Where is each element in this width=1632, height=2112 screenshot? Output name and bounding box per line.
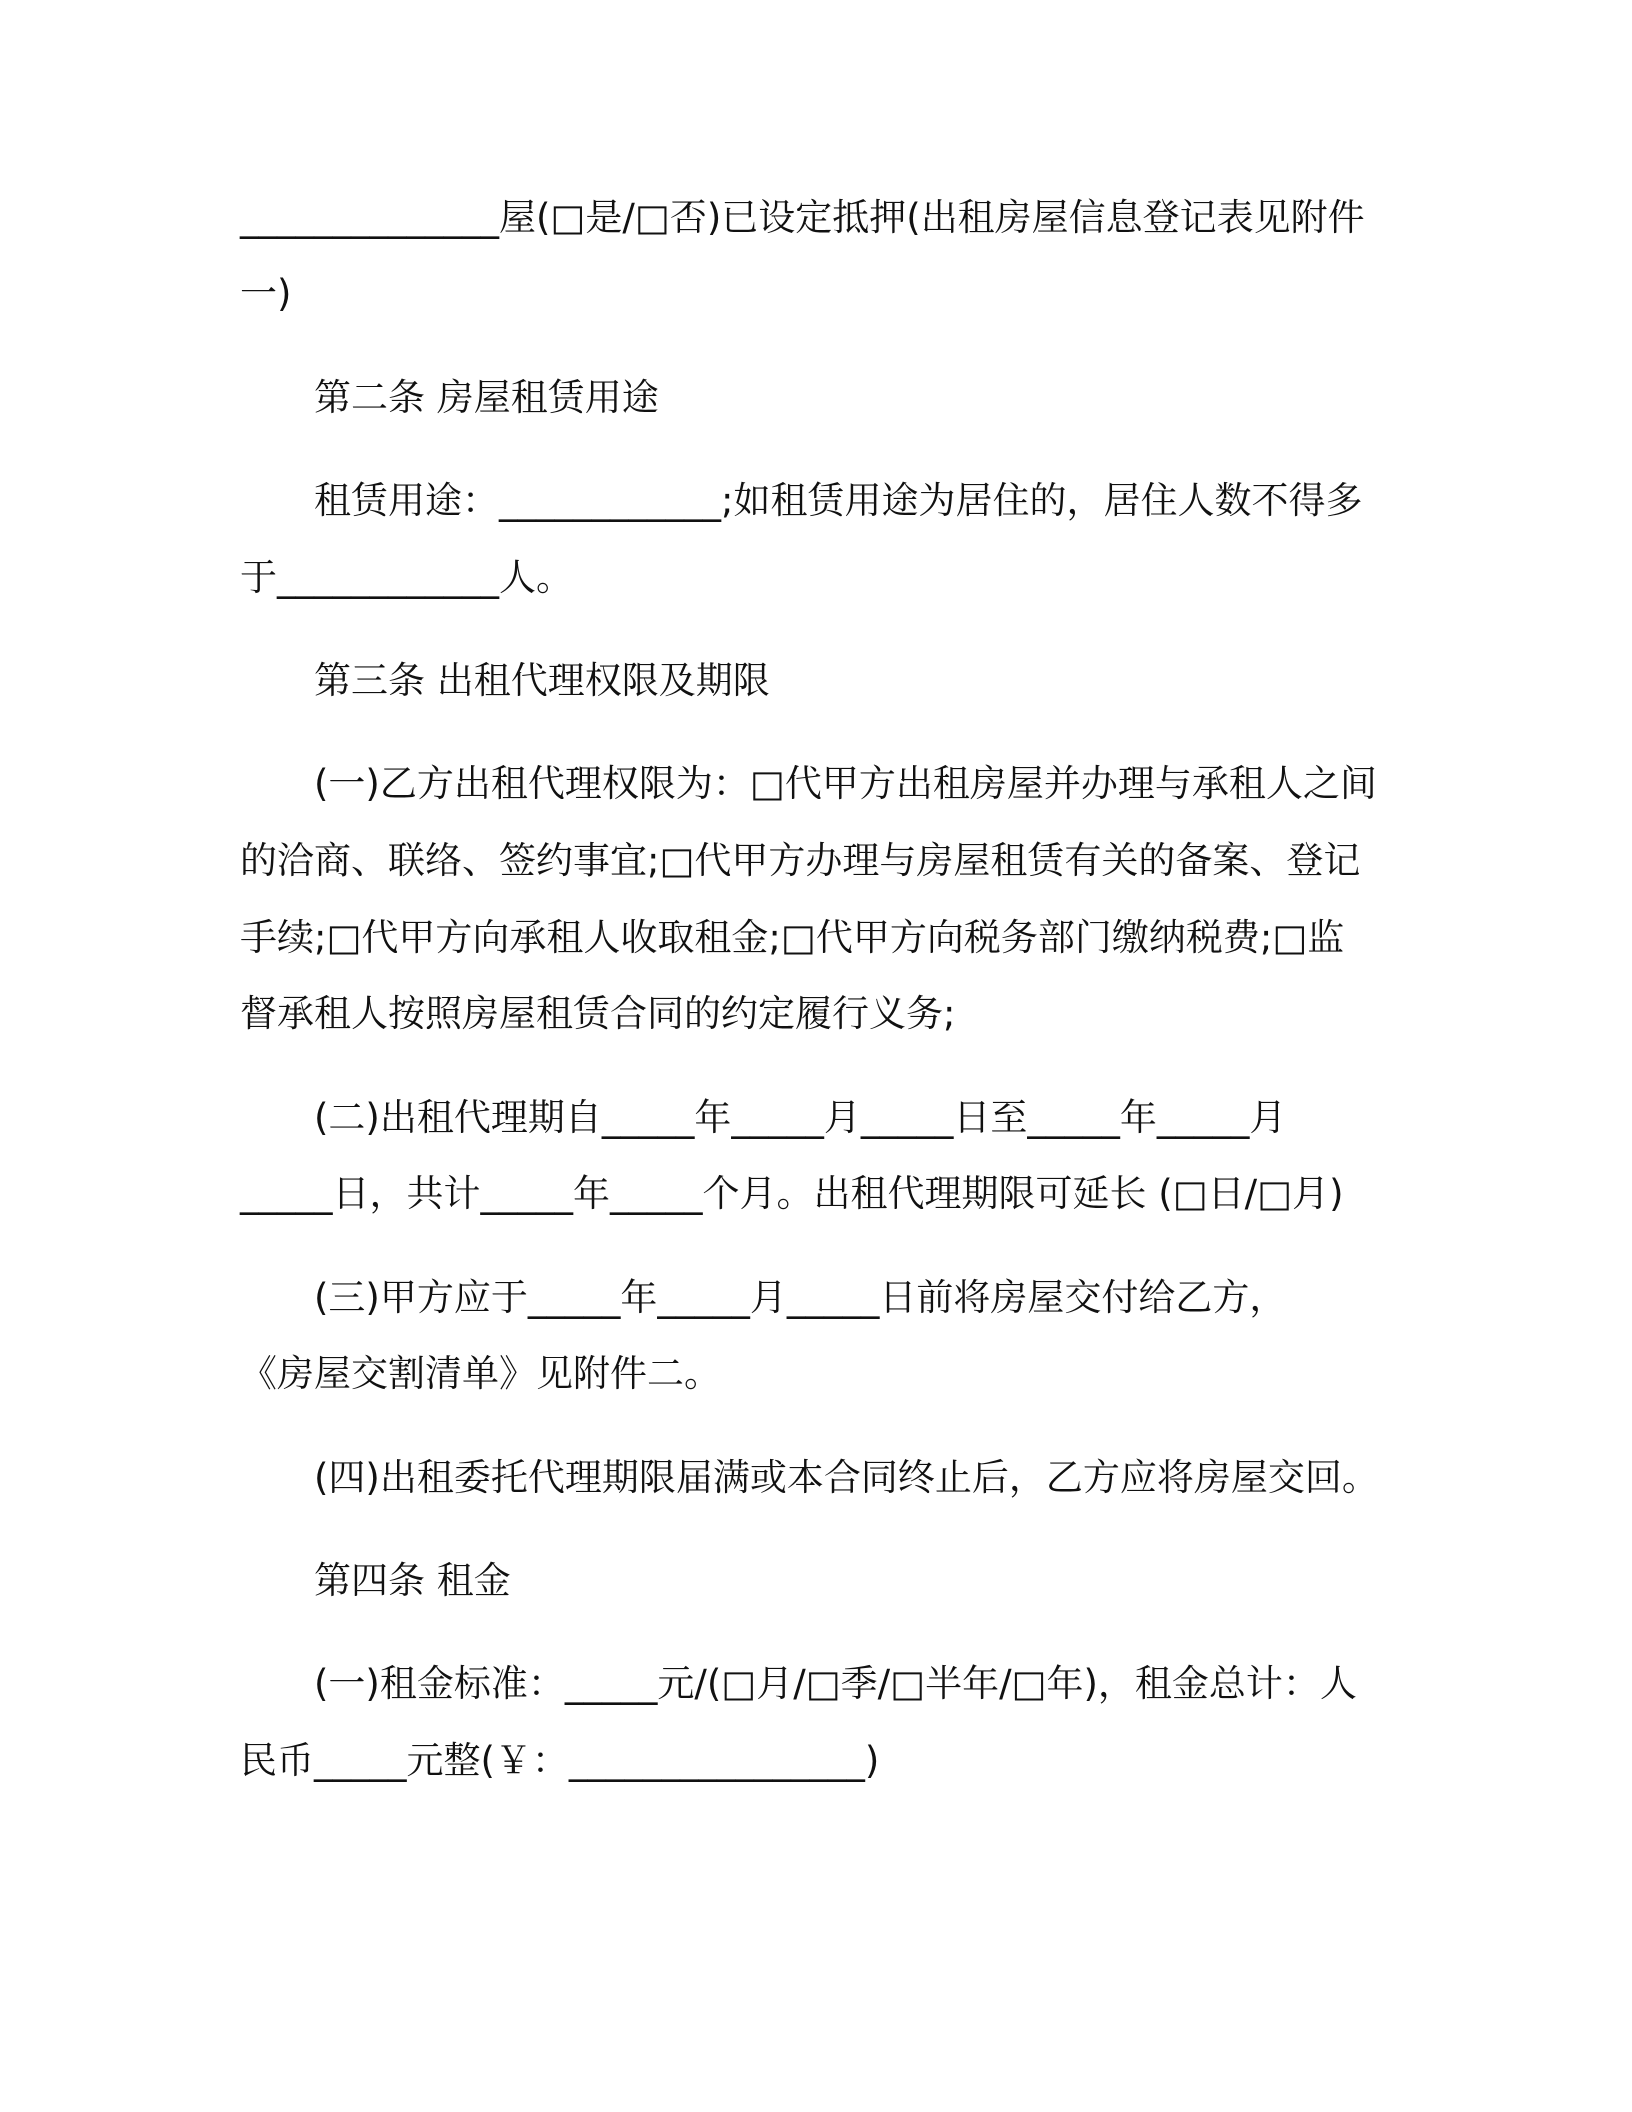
line-agency-scope-2: 的洽商、联络、签约事宜;□代甲方办理与房屋租赁有关的备案、登记 — [240, 839, 1361, 882]
heading-article-4: 第四条 租金 — [314, 1559, 511, 1602]
line-mortgage-status: ______________屋(□是/□否)已设定抵押(出租房屋信息登记表见附件 — [240, 196, 1365, 239]
line-handover-list: 《房屋交割清单》见附件二。 — [240, 1352, 721, 1395]
line-return-house: (四)出租委托代理期限届满或本合同终止后，乙方应将房屋交回。 — [314, 1456, 1379, 1499]
line-agency-scope-4: 督承租人按照房屋租赁合同的约定履行义务; — [240, 992, 956, 1035]
line-resident-limit: 于____________人。 — [240, 556, 573, 599]
line-rent-total: 民币_____元整(￥：________________) — [240, 1739, 880, 1782]
line-lease-purpose: 租赁用途：____________;如租赁用途为居住的，居住人数不得多 — [314, 479, 1363, 522]
line-attachment-one: 一) — [240, 272, 292, 315]
heading-article-2: 第二条 房屋租赁用途 — [314, 376, 659, 419]
line-handover-date: (三)甲方应于_____年_____月_____日前将房屋交付给乙方， — [314, 1276, 1287, 1319]
line-agency-period-2: _____日，共计_____年_____个月。出租代理期限可延长 (□日/□月) — [240, 1172, 1344, 1215]
line-agency-scope-1: (一)乙方出租代理权限为：□代甲方出租房屋并办理与承租人之间 — [314, 762, 1377, 805]
line-agency-period-1: (二)出租代理期自_____年_____月_____日至_____年_____月 — [314, 1096, 1287, 1139]
line-rent-standard: (一)租金标准：_____元/(□月/□季/□半年/□年)，租金总计：人 — [314, 1662, 1357, 1705]
heading-article-3: 第三条 出租代理权限及期限 — [314, 659, 770, 702]
line-agency-scope-3: 手续;□代甲方向承租人收取租金;□代甲方向税务部门缴纳税费;□监 — [240, 916, 1345, 959]
